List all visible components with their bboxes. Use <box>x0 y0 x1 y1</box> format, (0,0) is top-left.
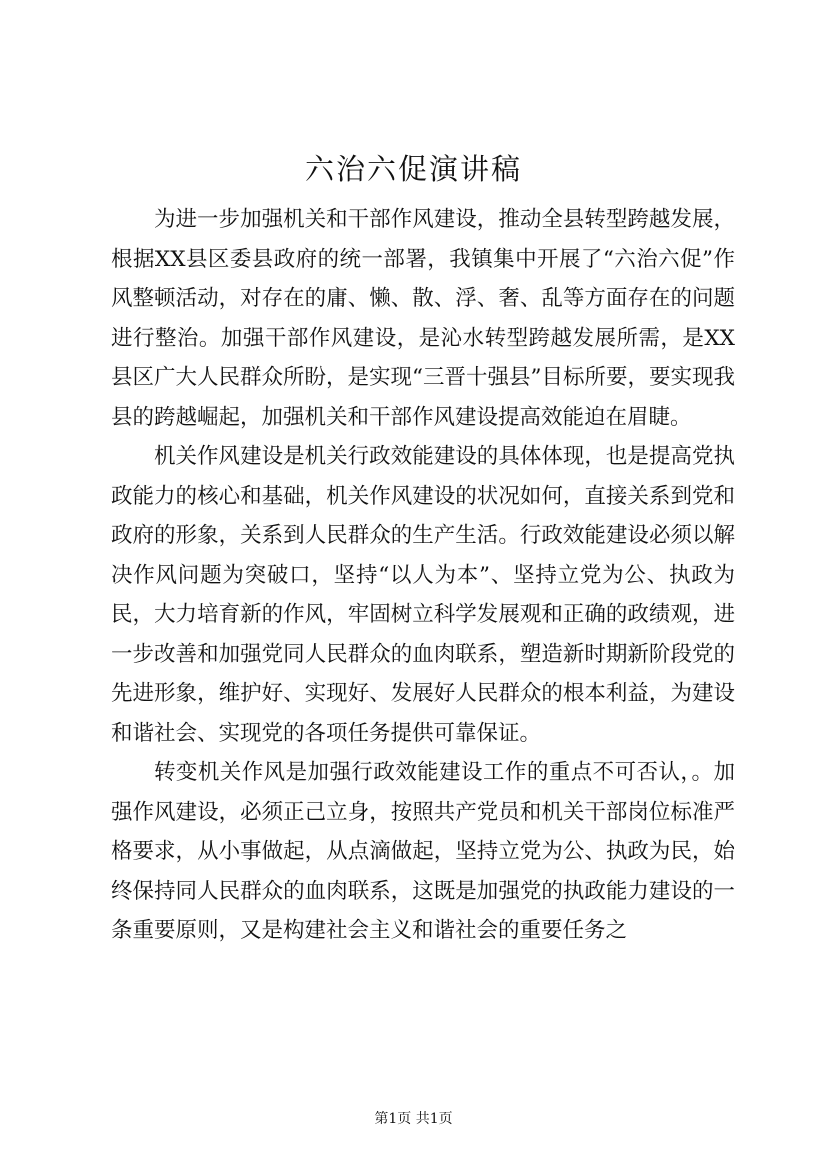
page-footer: 第1页 共1页 <box>374 1111 453 1127</box>
paragraph-3: 转变机关作风是加强行政效能建设工作的重点不可否认，。加强作风建设，必须正己立身，按照共产党员和机关干部岗位标准严格要求，从小事做起，从点滴做起，坚持立党为公、执政为民，始终保持同人民群众的血肉联系，这既是加强党的执政能力建设的一条重要原则，又是构建社会主义和谐社会的重要任务之 <box>111 760 735 943</box>
paragraph-2: 机关作风建设是机关行政效能建设的具体体现，也是提高党执政能力的核心和基础，机关作风建设的状况如何，直接关系到党和政府的形象，关系到人民群众的生产生活。行政效能建设必须以解决作风问题为突破口，坚持“以人为本”、坚持立党为公、执政为民，大力培育新的作风，牢固树立科学发展观和正确的政绩观，进一步改善和加强党同人民群众的血肉联系，塑造新时期新阶段党的先进形象，维护好、实现好、发展好人民群众的根本利益，为建设和谐社会、实现党的各项任务提供可靠保证。 <box>111 444 735 746</box>
document-body <box>111 200 735 951</box>
paragraph-1: 为进一步加强机关和干部作风建设，推动全县转型跨越发展，根据XX县区委县政府的统一部署，我镇集中开展了“六治六促”作风整顿活动，对存在的庸、懒、散、浮、奢、乱等方面存在的问题进行整治。加强干部作风建设，是沁水转型跨越发展所需，是XX县区广大人民群众所盼，是实现“三晋十强县”目标所要，要实现我县的跨越崛起，加强机关和干部作风建设提高效能迫在眉睫。 <box>111 207 735 430</box>
document-title: 六治六促演讲稿 <box>304 152 522 186</box>
